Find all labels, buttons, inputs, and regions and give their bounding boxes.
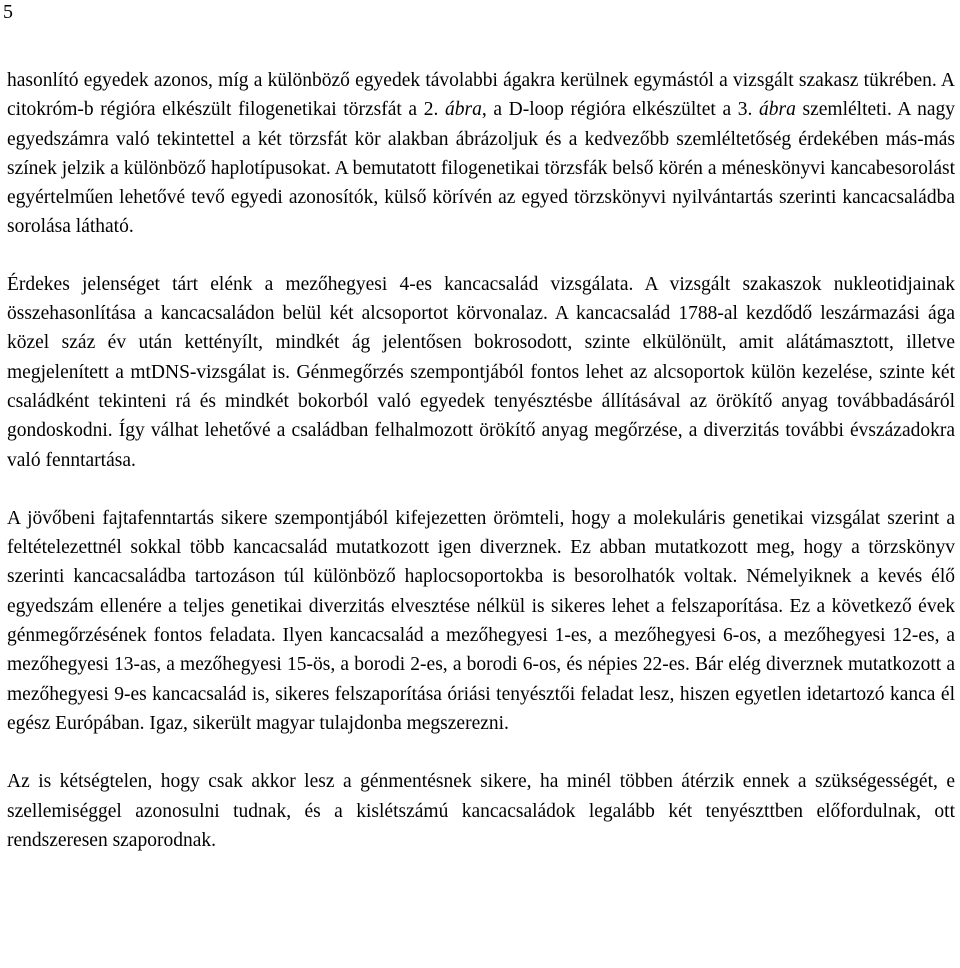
paragraph-future-breeding: A jövőbeni fajtafenntartás sikere szempontjából kifejezetten örömteli, hogy a molekuláris genetikai vizsgálat szerint a feltételezettnél sokkal több kancacsalád mutatkozott igen diverznek. Ez abban mutatkozott meg, hogy a törzskönyv szerinti kancacsaládba tartozáson túl különböző haplocsoportokba is besorolhatók voltak. Némelyiknek a kevés élő egyedszám ellenére a teljes genetikai diverzitás elvesztése nélkül is sikeres lehet a felszaporítása. Ez a következő évek génmegőrzésének fontos feladata. Ilyen kancacsalád a mezőhegyesi 1-es, a mezőhegyesi 6-os, a mezőhegyesi 12-es, a mezőhegyesi 13-as, a mezőhegyesi 15-ös, a borodi 2-es, a borodi 6-os, és népies 22-es. Bár elég diverznek mutatkozott a mezőhegyesi 9-es kancacsalád is, sikeres felszaporítása óriási tenyésztői feladat lesz, hiszen egyetlen idetartozó kanca él egész Európában. Igaz, sikerült magyar tulajdonba megszerezni. [7, 507, 955, 734]
page-number: 5 [3, 1, 13, 23]
paragraph-text: szemlélteti. A nagy egyedszámra való tekintettel a két törzsfát kör alakban ábrázoljuk és a kedvezőbb szemléltetőség érdekében más-más színek jelzik a különböző haplotípusokat. A bemutatott filogenetikai törzsfák belső körén a méneskönyvi kancabesorolást egyértelműen lehetővé tevő egyedi azonosítók, külső körívén az egyed törzskönyvi nyilvántartás szerinti kancacsaládba sorolása látható. [7, 99, 955, 238]
paragraph-conclusion: Az is kétségtelen, hogy csak akkor lesz a génmentésnek sikere, ha minél többen átérzik ennek a szükségességét, e szellemiséggel azonosulni tudnak, és a kislétszámú kancacsaládok legalább két tenyészttben előfordulnak, ott rendszeresen szaporodnak. [7, 771, 955, 851]
document-body [7, 66, 955, 884]
paragraph-mezohegyesi-4: Érdekes jelenséget tárt elénk a mezőhegyesi 4-es kancacsalád vizsgálata. A vizsgált szakaszok nukleotidjainak összehasonlítása a kancacsaládon belül két alcsoportot körvonalaz. A kancacsalád 1788-al kezdődő leszármazási ága közel száz év után kettényílt, mindkét ág jelentősen bokrosodott, szinte elkülönült, amit alátámasztott, illetve megjelenített a mtDNS-vizsgálat is. Génmegőrzés szempontjából fontos lehet az alcsoportok külön kezelése, szinte két családként tekinteni rá és mindkét bokorból való egyedek tenyésztésbe állításával az örökítő anyag továbbadásáról gondoskodni. Így válhat lehetővé a családban felhalmozott örökítő anyag megőrzése, a diverzitás további évszázadokra való fenntartása. [7, 273, 955, 471]
paragraph-text: , a D-loop régióra elkészültet a 3. [481, 99, 760, 121]
paragraph-phylogenetic-trees [7, 66, 955, 242]
figure-reference: ábra [759, 99, 796, 121]
paragraph-text: hasonlító egyedek azonos, míg a különböző egyedek távolabbi ágakra kerülnek egymástól a vizsgált szakasz tükrében. A citokróm-b régióra elkészült filogenetikai törzsfát a 2. [7, 70, 955, 121]
figure-reference: ábra [445, 99, 482, 121]
